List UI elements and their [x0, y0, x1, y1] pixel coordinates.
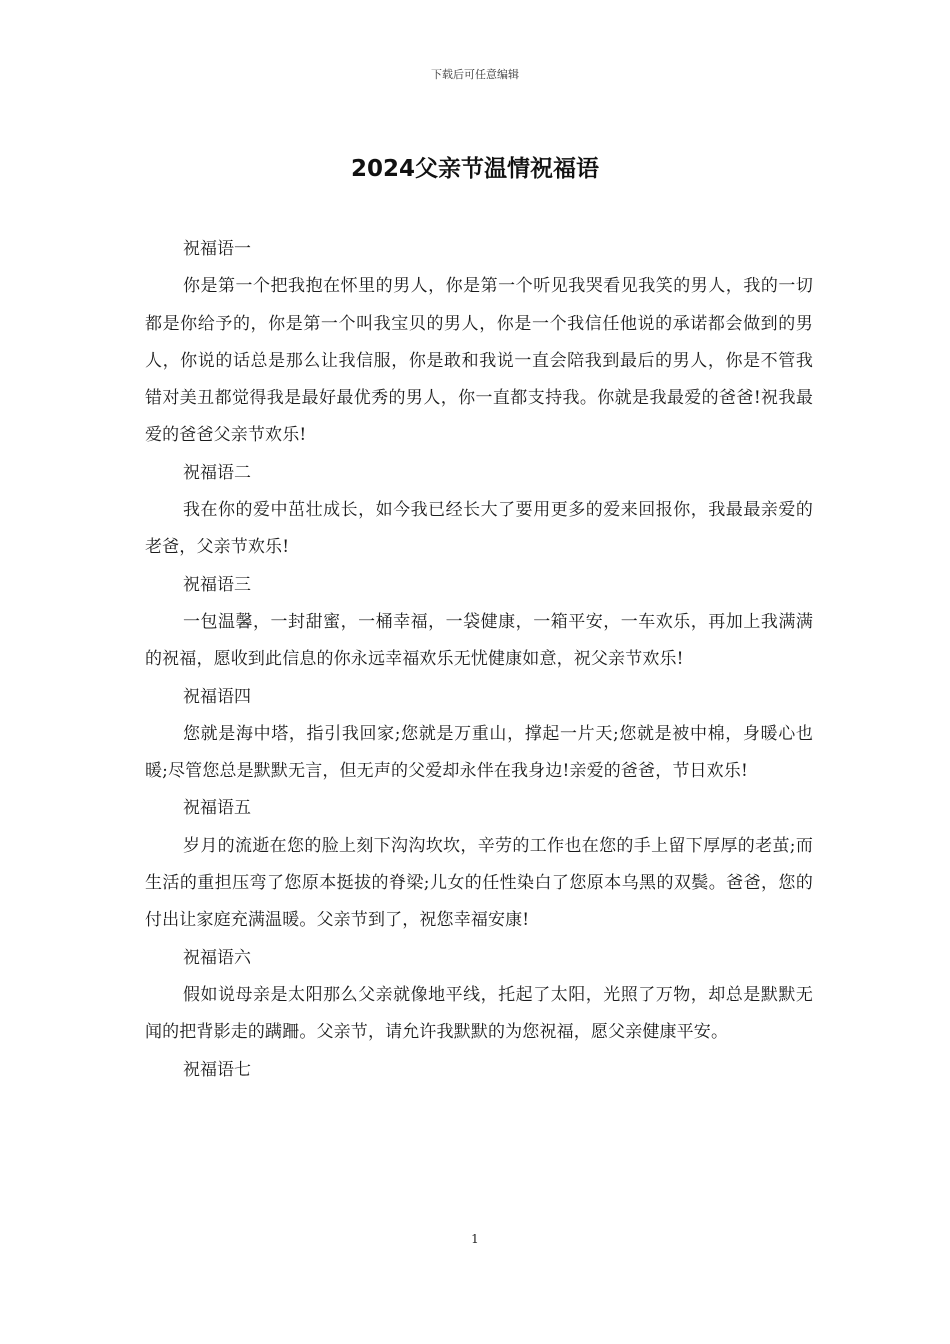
section-heading-4: 祝福语四	[183, 686, 251, 707]
section-paragraph-1: 你是第一个把我抱在怀里的男人，你是第一个听见我哭看见我笑的男人，我的一切都是你给予的，你是第一个叫我宝贝的男人，你是一个我信任他说的承诺都会做到的男人，你说的话总是那么让我信服，你是敢和我说一直会陪我到最后的男人，你是不管我错对美丑都觉得我是最好最优秀的男人，你一直都支持我。你就是我最爱的爸爸!祝我最爱的爸爸父亲节欢乐!	[145, 276, 813, 446]
section-paragraph-6: 假如说母亲是太阳那么父亲就像地平线，托起了太阳，光照了万物，却总是默默无闻的把背影走的蹒跚。父亲节，请允许我默默的为您祝福，愿父亲健康平安。	[145, 984, 813, 1043]
section-heading-2: 祝福语二	[183, 462, 251, 483]
section-heading-5: 祝福语五	[183, 798, 251, 819]
document-title: 2024父亲节温情祝福语	[350, 156, 599, 182]
section-paragraph-4: 您就是海中塔，指引我回家;您就是万重山，撑起一片天;您就是被中棉，身暖心也暖;尽管您总是默默无言，但无声的父爱却永伴在我身边!亲爱的爸爸，节日欢乐!	[145, 723, 813, 782]
section-heading-1: 祝福语一	[183, 239, 251, 259]
section-paragraph-2: 我在你的爱中茁壮成长，如今我已经长大了要用更多的爱来回报你，我最最亲爱的老爸，父亲节欢乐!	[145, 500, 813, 558]
section-paragraph-5: 岁月的流逝在您的脸上刻下沟沟坎坎，辛劳的工作也在您的手上留下厚厚的老茧;而生活的重担压弯了您原本挺拔的脊梁;儿女的任性染白了您原本乌黑的双鬓。爸爸，您的付出让家庭充满温暖。父亲节到了，祝您幸福安康!	[145, 835, 813, 931]
page-header-note: 下载后可任意编辑	[431, 68, 519, 81]
page-number: 1	[471, 1232, 479, 1246]
section-paragraph-3: 一包温馨，一封甜蜜，一桶幸福，一袋健康，一箱平安，一车欢乐，再加上我满满的祝福，愿收到此信息的你永远幸福欢乐无忧健康如意，祝父亲节欢乐!	[145, 611, 813, 670]
section-heading-6: 祝福语六	[183, 947, 251, 968]
section-heading-3: 祝福语三	[183, 574, 251, 595]
section-heading-7: 祝福语七	[183, 1059, 251, 1080]
document-body	[145, 231, 813, 1089]
